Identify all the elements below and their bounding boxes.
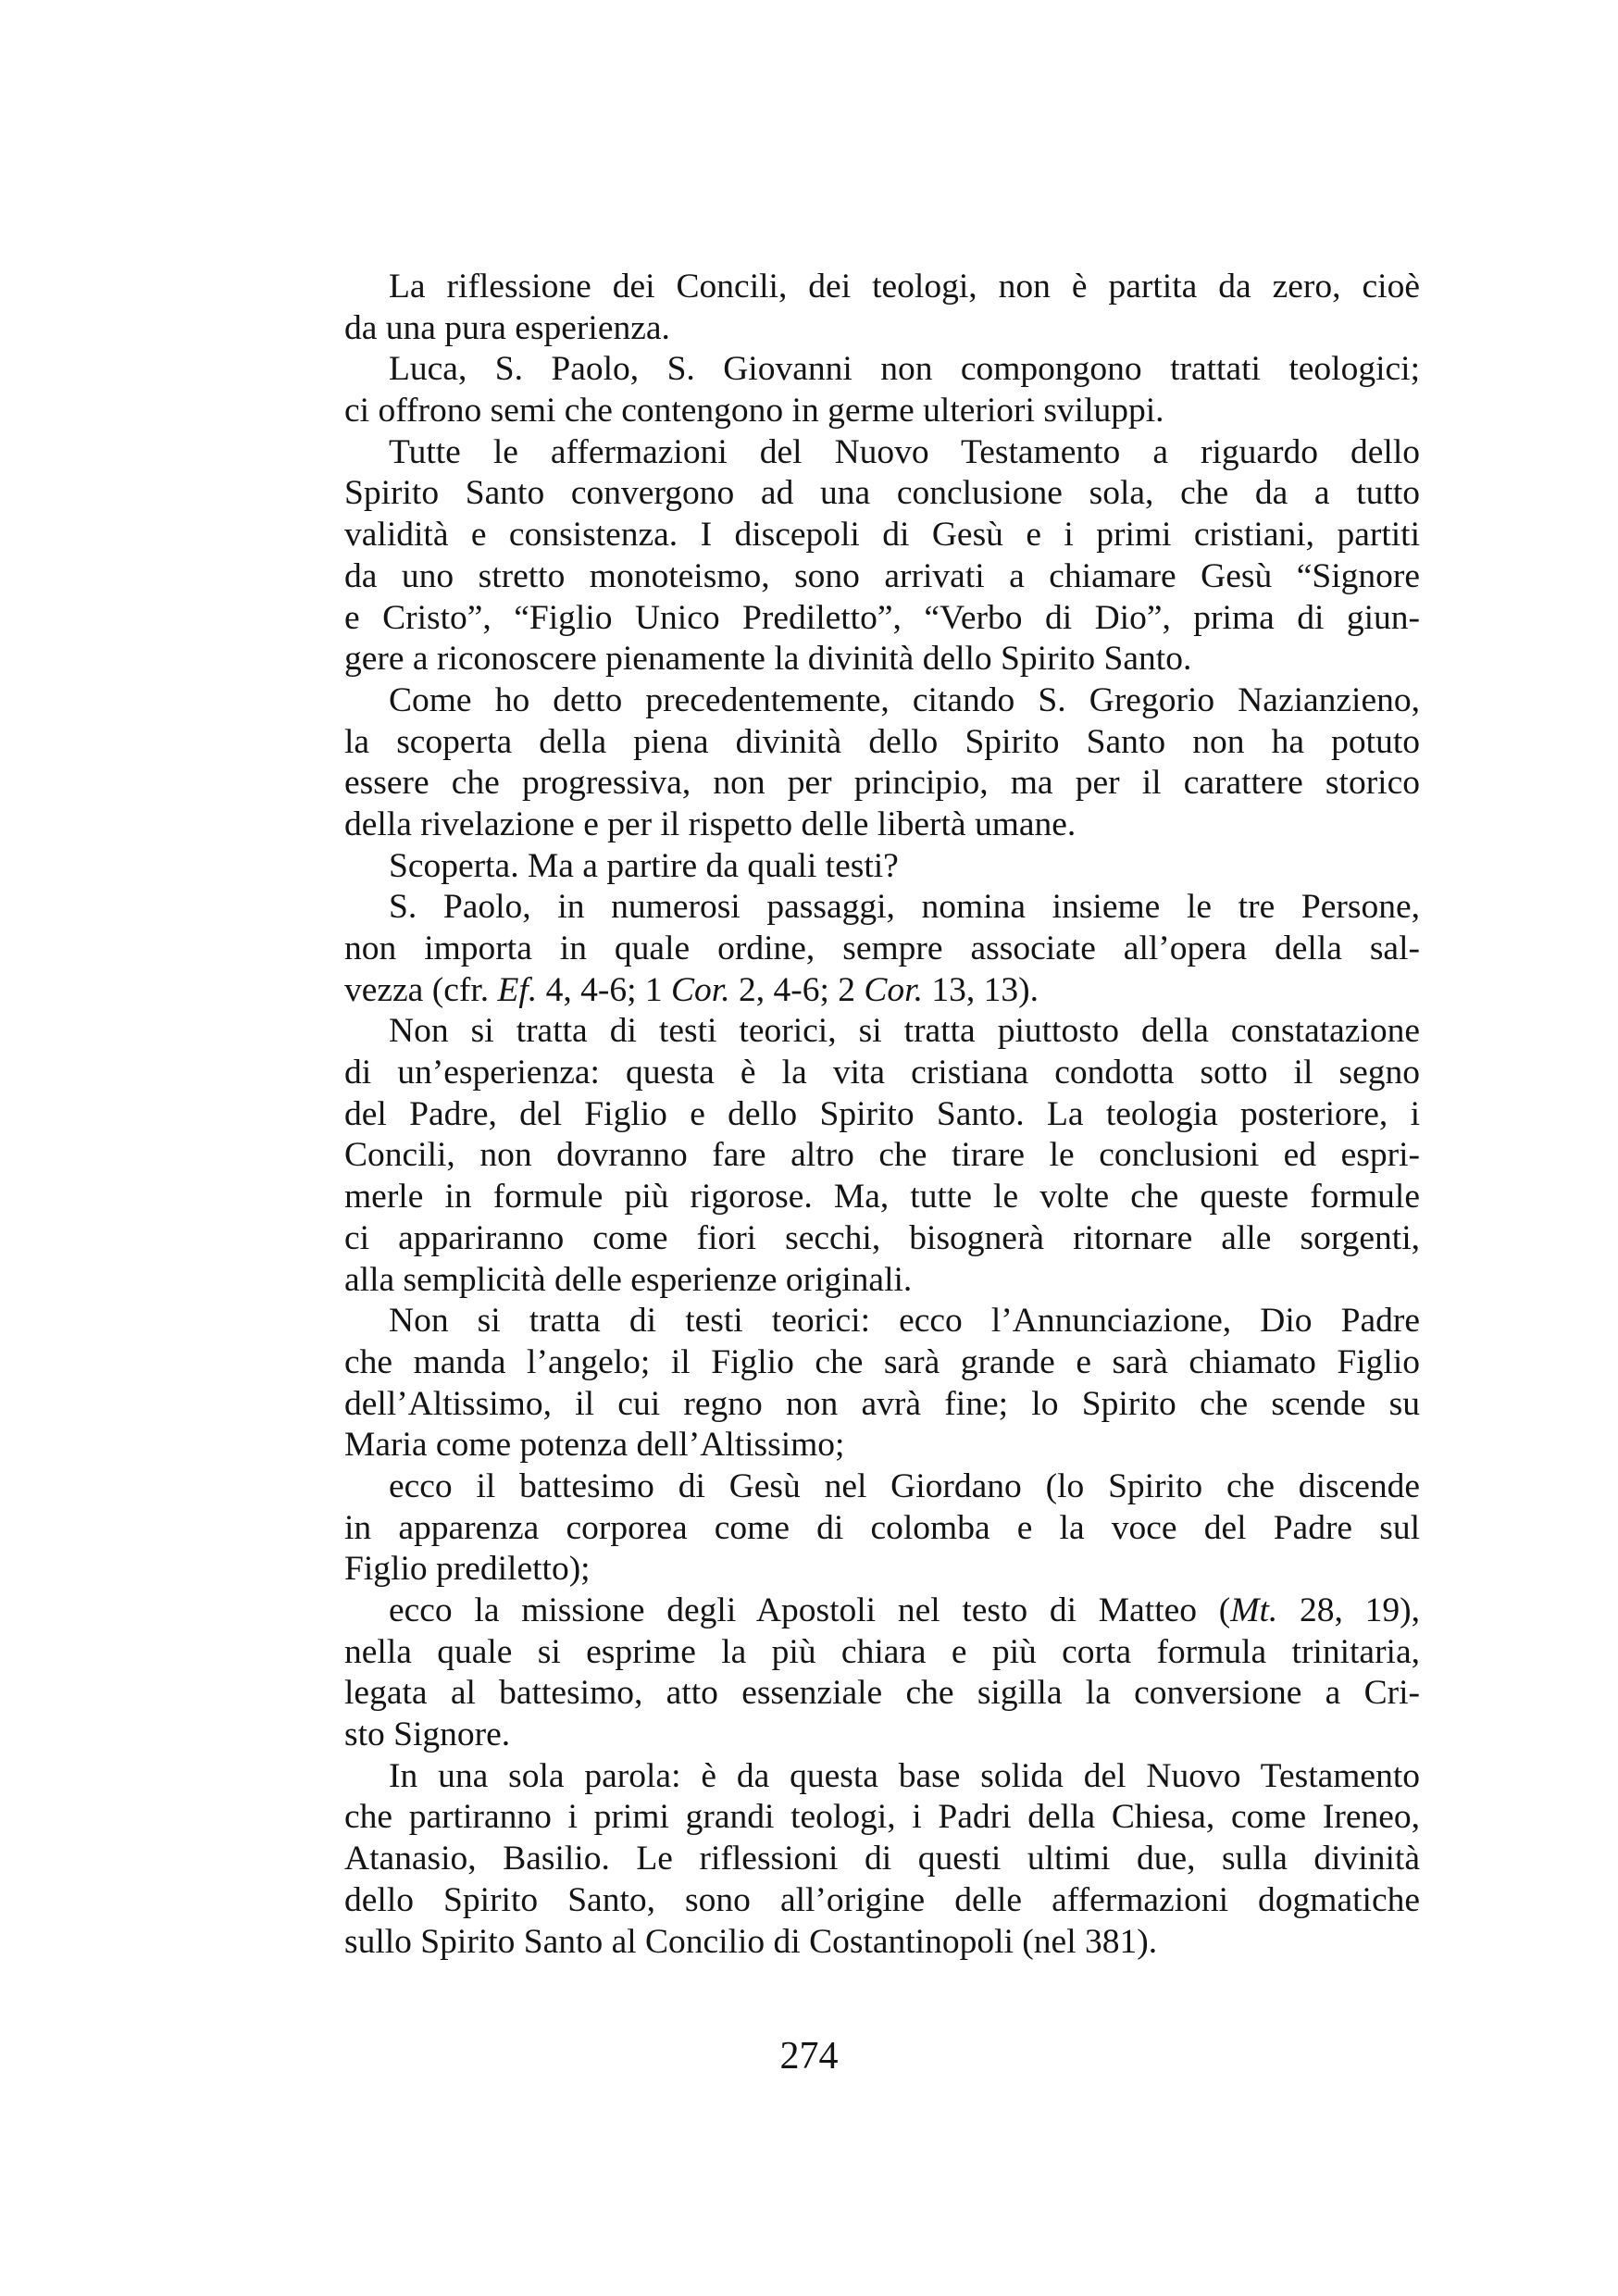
text-line: La riflessione dei Concili, dei teologi, non è partita da zero, cioè — [389, 268, 1420, 306]
text-line: nella quale si esprime la più chiara e più corta formula trinitaria, — [344, 1632, 1420, 1671]
text-line: merle in formule più rigorose. Ma, tutte le volte che queste formule — [344, 1178, 1420, 1217]
text-line: non importa in quale ordine, sempre associate all’opera della sal- — [344, 930, 1420, 967]
text-line: Concili, non dovranno fare altro che tirare le conclusioni ed espri- — [344, 1136, 1420, 1175]
text-line: S. Paolo, in numerosi passaggi, nomina insieme le tre Persone, — [389, 888, 1420, 927]
text-line: legata al battesimo, atto essenziale che sigilla la conversione a Cri- — [344, 1674, 1420, 1713]
text-line: Luca, S. Paolo, S. Giovanni non compongono trattati teologici; — [389, 350, 1420, 389]
text-line: che manda l’angelo; il Figlio che sarà grande e sarà chiamato Figlio — [344, 1342, 1420, 1381]
text-line: Atanasio, Basilio. Le riflessioni di questi ultimi due, sulla divinità — [344, 1840, 1420, 1878]
text-line: del Padre, del Figlio e dello Spirito Santo. La teologia posteriore, i — [344, 1094, 1420, 1133]
text-line: sullo Spirito Santo al Concilio di Costantinopoli (nel 381). — [344, 1922, 1158, 1961]
text-line: da uno stretto monoteismo, sono arrivati a chiamare Gesù “Signore — [344, 556, 1420, 595]
text-line: dello Spirito Santo, sono all’origine delle affermazioni dogmatiche — [344, 1880, 1420, 1919]
text-line: in apparenza corporea come di colomba e la voce del Padre sul — [344, 1508, 1420, 1547]
page-number: 274 — [779, 2035, 839, 2078]
text-line: Spirito Santo convergono ad una conclusione sola, che da a tutto — [344, 474, 1420, 513]
text-line: ci offrono semi che contengono in germe ulteriori sviluppi. — [344, 392, 1164, 430]
text-line: Scoperta. Ma a partire da quali testi? — [389, 846, 899, 885]
body-text — [344, 267, 1420, 1963]
text-line: che partiranno i primi grandi teologi, i Padri della Chiesa, come Ireneo, — [344, 1798, 1420, 1837]
text-line: validità e consistenza. I discepoli di Gesù e i primi cristiani, partiti — [344, 516, 1420, 555]
text-line: vezza (cfr. Ef. 4, 4-6; 1 Cor. 2, 4-6; 2 Cor. 13, 13). — [344, 970, 1039, 1009]
text-line: la scoperta della piena divinità dello Spirito Santo non ha potuto — [344, 722, 1420, 761]
text-line: Maria come potenza dell’Altissimo; — [344, 1426, 845, 1465]
text-line: Figlio prediletto); — [344, 1550, 591, 1589]
text-line: ecco il battesimo di Gesù nel Giordano (lo Spirito che discende — [389, 1466, 1420, 1505]
text-line: ecco la missione degli Apostoli nel testo di Matteo (Mt. 28, 19), — [389, 1591, 1420, 1629]
text-line: da una pura esperienza. — [344, 308, 670, 347]
text-line: Non si tratta di testi teorici: ecco l’Annunciazione, Dio Padre — [389, 1302, 1420, 1341]
text-line: sto Signore. — [344, 1716, 511, 1754]
text-line: gere a riconoscere pienamente la divinità dello Spirito Santo. — [344, 640, 1192, 679]
text-line: Non si tratta di testi teorici, si tratta piuttosto della constatazione — [389, 1012, 1420, 1051]
text-line: Tutte le affermazioni del Nuovo Testamento a riguardo dello — [389, 432, 1420, 471]
text-line: e Cristo”, “Figlio Unico Prediletto”, “Verbo di Dio”, prima di giun- — [344, 598, 1420, 637]
text-line: Come ho detto precedentemente, citando S. Gregorio Nazianzieno, — [389, 680, 1420, 719]
text-line: essere che progressiva, non per principio, ma per il carattere storico — [344, 764, 1420, 803]
text-line: di un’esperienza: questa è la vita cristiana condotta sotto il segno — [344, 1054, 1420, 1092]
text-line: dell’Altissimo, il cui regno non avrà fine; lo Spirito che scende su — [344, 1384, 1420, 1423]
text-line: alla semplicità delle esperienze originali. — [344, 1260, 913, 1299]
text-line: In una sola parola: è da questa base solida del Nuovo Testamento — [389, 1756, 1420, 1795]
text-line: della rivelazione e per il rispetto delle libertà umane. — [344, 805, 1077, 843]
text-line: ci appariranno come fiori secchi, bisognerà ritornare alle sorgenti, — [344, 1218, 1420, 1257]
